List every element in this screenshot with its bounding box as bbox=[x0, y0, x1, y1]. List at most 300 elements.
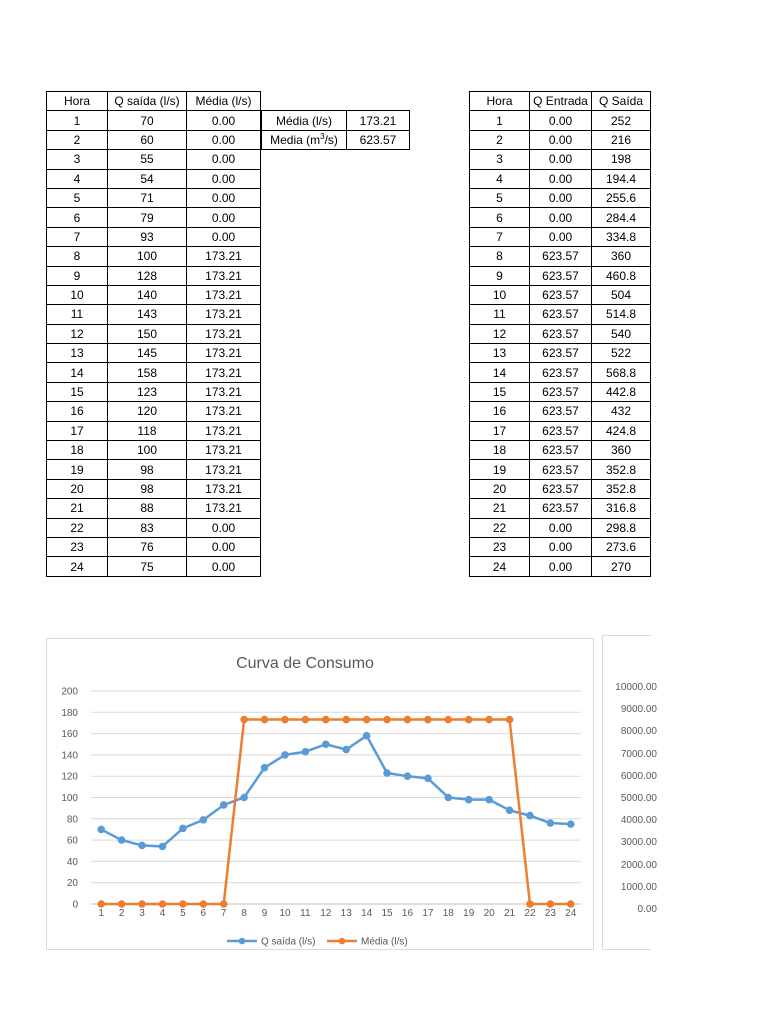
table-cell: 173.21 bbox=[187, 441, 261, 460]
table-cell: 273.6 bbox=[592, 537, 651, 556]
table-cell: 143 bbox=[108, 305, 187, 324]
table-cell: 100 bbox=[108, 247, 187, 266]
hourly-flow-table bbox=[46, 91, 261, 577]
y-tick-label: 2000.00 bbox=[620, 859, 657, 871]
table-row bbox=[47, 227, 261, 246]
data-point bbox=[404, 773, 411, 780]
table-cell: 18 bbox=[47, 441, 108, 460]
table-cell: 118 bbox=[108, 421, 187, 440]
table-cell: 19 bbox=[470, 460, 530, 479]
x-tick-label: 5 bbox=[180, 908, 186, 919]
y-tick-label: 0.00 bbox=[637, 904, 657, 915]
table-cell: 5 bbox=[47, 188, 108, 207]
table-cell: 9 bbox=[470, 266, 530, 285]
data-point bbox=[118, 901, 125, 908]
data-point bbox=[220, 901, 227, 908]
table-cell: 11 bbox=[470, 305, 530, 324]
table-row bbox=[47, 499, 261, 518]
column-header: Q saída (l/s) bbox=[108, 92, 187, 111]
table-row bbox=[470, 111, 651, 130]
table-cell: 7 bbox=[47, 227, 108, 246]
table-cell: 0.00 bbox=[187, 188, 261, 207]
summary-value: 623.57 bbox=[347, 130, 410, 149]
data-point bbox=[261, 716, 268, 723]
table-cell: 23 bbox=[470, 537, 530, 556]
table-cell: 360 bbox=[592, 247, 651, 266]
table-cell: 0.00 bbox=[187, 518, 261, 537]
legend-entry: Média (l/s) bbox=[361, 936, 408, 948]
x-tick-label: 24 bbox=[565, 908, 577, 919]
summary-label: Média (l/s) bbox=[262, 111, 347, 130]
data-point bbox=[302, 716, 309, 723]
table-cell: 432 bbox=[592, 402, 651, 421]
table-row bbox=[47, 460, 261, 479]
data-point bbox=[139, 901, 146, 908]
table-cell: 128 bbox=[108, 266, 187, 285]
table-row bbox=[47, 111, 261, 130]
table-row bbox=[47, 208, 261, 227]
table-row bbox=[470, 441, 651, 460]
data-point bbox=[363, 716, 370, 723]
table-cell: 14 bbox=[47, 363, 108, 382]
table-cell: 0.00 bbox=[530, 518, 592, 537]
table-row bbox=[470, 285, 651, 304]
table-row bbox=[470, 363, 651, 382]
data-point bbox=[118, 837, 125, 844]
y-tick-label: 180 bbox=[61, 707, 78, 719]
table-cell: 158 bbox=[108, 363, 187, 382]
x-tick-label: 23 bbox=[544, 908, 556, 919]
data-point bbox=[159, 843, 166, 850]
table-cell: 93 bbox=[108, 227, 187, 246]
data-point bbox=[302, 748, 309, 755]
table-cell: 0.00 bbox=[187, 169, 261, 188]
table-row bbox=[470, 305, 651, 324]
data-point bbox=[322, 716, 329, 723]
table-cell: 20 bbox=[47, 479, 108, 498]
table-cell: 22 bbox=[47, 518, 108, 537]
table-row bbox=[47, 188, 261, 207]
x-tick-label: 7 bbox=[220, 908, 227, 919]
data-point bbox=[139, 842, 146, 849]
x-tick-label: 18 bbox=[442, 908, 454, 919]
table-cell: 216 bbox=[592, 130, 651, 149]
table-cell: 352.8 bbox=[592, 479, 651, 498]
table-cell: 79 bbox=[108, 208, 187, 227]
x-tick-label: 10 bbox=[279, 908, 291, 919]
x-tick-label: 3 bbox=[139, 908, 145, 919]
data-point bbox=[282, 716, 289, 723]
x-tick-label: 12 bbox=[320, 908, 332, 919]
table-row bbox=[470, 208, 651, 227]
table-row bbox=[470, 169, 651, 188]
y-tick-label: 3000.00 bbox=[620, 837, 657, 849]
table-cell: 98 bbox=[108, 460, 187, 479]
x-tick-label: 15 bbox=[381, 908, 393, 919]
table-cell: 22 bbox=[470, 518, 530, 537]
table-cell: 173.21 bbox=[187, 479, 261, 498]
data-point bbox=[445, 716, 452, 723]
table-cell: 7 bbox=[470, 227, 530, 246]
table-cell: 173.21 bbox=[187, 266, 261, 285]
x-tick-label: 17 bbox=[422, 908, 434, 919]
table-row bbox=[470, 537, 651, 556]
summary-value: 173.21 bbox=[347, 111, 410, 130]
table-row bbox=[47, 382, 261, 401]
data-point bbox=[486, 716, 493, 723]
table-row bbox=[47, 169, 261, 188]
table-cell: 623.57 bbox=[530, 285, 592, 304]
table-row bbox=[470, 227, 651, 246]
table-cell: 6 bbox=[470, 208, 530, 227]
table-cell: 70 bbox=[108, 111, 187, 130]
table-cell: 623.57 bbox=[530, 266, 592, 285]
table-cell: 460.8 bbox=[592, 266, 651, 285]
table-cell: 10 bbox=[47, 285, 108, 304]
data-point bbox=[200, 817, 207, 824]
data-point bbox=[343, 716, 350, 723]
table-cell: 0.00 bbox=[187, 557, 261, 576]
table-cell: 623.57 bbox=[530, 305, 592, 324]
column-header: Média (l/s) bbox=[187, 92, 261, 111]
x-tick-label: 8 bbox=[241, 908, 247, 919]
table-cell: 54 bbox=[108, 169, 187, 188]
x-tick-label: 4 bbox=[159, 908, 166, 919]
chart-title: Curva de Consumo bbox=[236, 655, 374, 672]
table-cell: 522 bbox=[592, 344, 651, 363]
y-tick-label: 4000.00 bbox=[620, 815, 657, 827]
table-cell: 3 bbox=[47, 150, 108, 169]
y-tick-label: 100 bbox=[61, 793, 78, 804]
data-point bbox=[486, 796, 493, 803]
table-cell: 270 bbox=[592, 557, 651, 576]
table-cell: 568.8 bbox=[592, 363, 651, 382]
legend-entry: Q saída (l/s) bbox=[261, 936, 316, 948]
data-point bbox=[98, 826, 105, 833]
table-cell: 316.8 bbox=[592, 499, 651, 518]
table-cell: 17 bbox=[470, 421, 530, 440]
table-cell: 623.57 bbox=[530, 479, 592, 498]
table-cell: 0.00 bbox=[530, 169, 592, 188]
table-cell: 0.00 bbox=[187, 537, 261, 556]
table-row bbox=[47, 266, 261, 285]
table-cell: 20 bbox=[470, 479, 530, 498]
table-cell: 15 bbox=[470, 382, 530, 401]
table-cell: 12 bbox=[470, 324, 530, 343]
table-cell: 140 bbox=[108, 285, 187, 304]
y-tick-label: 1000.00 bbox=[620, 881, 657, 893]
table-row bbox=[470, 518, 651, 537]
data-point bbox=[527, 901, 534, 908]
y-tick-label: 140 bbox=[61, 750, 78, 762]
column-header: Hora bbox=[47, 92, 108, 111]
data-point bbox=[282, 752, 289, 759]
x-tick-label: 11 bbox=[300, 908, 311, 919]
table-row bbox=[470, 479, 651, 498]
data-point bbox=[567, 901, 574, 908]
table-cell: 0.00 bbox=[530, 557, 592, 576]
table-row bbox=[47, 150, 261, 169]
table-row bbox=[470, 421, 651, 440]
table-cell: 194.4 bbox=[592, 169, 651, 188]
table-row bbox=[47, 557, 261, 576]
table-cell: 623.57 bbox=[530, 402, 592, 421]
table-cell: 100 bbox=[108, 441, 187, 460]
table-header-row bbox=[47, 92, 261, 111]
table-cell: 0.00 bbox=[187, 111, 261, 130]
table-cell: 76 bbox=[108, 537, 187, 556]
data-point bbox=[425, 716, 432, 723]
table-cell: 123 bbox=[108, 382, 187, 401]
data-point bbox=[527, 812, 534, 819]
table-row bbox=[47, 518, 261, 537]
table-row bbox=[47, 402, 261, 421]
data-point bbox=[220, 802, 227, 809]
y-tick-label: 10000.00 bbox=[615, 682, 657, 693]
x-tick-label: 6 bbox=[200, 908, 207, 919]
table-cell: 298.8 bbox=[592, 518, 651, 537]
table-cell: 623.57 bbox=[530, 344, 592, 363]
data-point bbox=[465, 716, 472, 723]
data-point bbox=[200, 901, 207, 908]
x-tick-label: 1 bbox=[98, 908, 104, 919]
data-point bbox=[98, 901, 105, 908]
table-cell: 623.57 bbox=[530, 363, 592, 382]
table-row bbox=[47, 363, 261, 382]
volume-table bbox=[469, 91, 651, 577]
table-cell: 540 bbox=[592, 324, 651, 343]
table-cell: 16 bbox=[47, 402, 108, 421]
table-cell: 623.57 bbox=[530, 382, 592, 401]
table-cell: 1 bbox=[47, 111, 108, 130]
y-tick-label: 0 bbox=[72, 899, 78, 911]
table-cell: 120 bbox=[108, 402, 187, 421]
y-tick-label: 20 bbox=[66, 878, 78, 890]
table-row bbox=[470, 460, 651, 479]
y-tick-label: 80 bbox=[66, 814, 78, 826]
table-cell: 0.00 bbox=[530, 111, 592, 130]
table-cell: 55 bbox=[108, 150, 187, 169]
column-header: Q Saída bbox=[592, 92, 651, 111]
table-cell: 173.21 bbox=[187, 285, 261, 304]
table-cell: 13 bbox=[470, 344, 530, 363]
table-cell: 8 bbox=[47, 247, 108, 266]
table-row bbox=[47, 305, 261, 324]
table-cell: 173.21 bbox=[187, 305, 261, 324]
x-tick-label: 9 bbox=[261, 908, 268, 919]
data-point bbox=[425, 775, 432, 782]
table-row bbox=[470, 382, 651, 401]
y-tick-label: 120 bbox=[61, 771, 78, 783]
consumption-chart bbox=[46, 638, 594, 950]
table-cell: 334.8 bbox=[592, 227, 651, 246]
table-cell: 623.57 bbox=[530, 441, 592, 460]
table-row bbox=[47, 247, 261, 266]
table-cell: 0.00 bbox=[187, 227, 261, 246]
table-cell: 173.21 bbox=[187, 363, 261, 382]
x-tick-label: 21 bbox=[503, 908, 516, 919]
y-tick-label: 160 bbox=[61, 729, 78, 741]
table-cell: 623.57 bbox=[530, 247, 592, 266]
summary-row-mean-ls bbox=[262, 111, 410, 130]
table-cell: 8 bbox=[470, 247, 530, 266]
second-chart-partial bbox=[602, 635, 657, 950]
y-tick-label: 7000.00 bbox=[620, 748, 657, 760]
data-point bbox=[547, 820, 554, 827]
data-point bbox=[567, 821, 574, 828]
table-cell: 623.57 bbox=[530, 499, 592, 518]
table-row bbox=[47, 344, 261, 363]
summary-table bbox=[261, 110, 410, 150]
table-cell: 24 bbox=[47, 557, 108, 576]
table-cell: 173.21 bbox=[187, 421, 261, 440]
x-tick-label: 20 bbox=[483, 908, 495, 919]
table-cell: 24 bbox=[470, 557, 530, 576]
table-cell: 0.00 bbox=[187, 150, 261, 169]
table-row bbox=[470, 557, 651, 576]
x-tick-label: 13 bbox=[340, 908, 352, 919]
table-cell: 21 bbox=[47, 499, 108, 518]
data-point bbox=[465, 796, 472, 803]
table-cell: 0.00 bbox=[187, 208, 261, 227]
x-tick-label: 2 bbox=[118, 908, 125, 919]
table-cell: 0.00 bbox=[530, 227, 592, 246]
table-cell: 71 bbox=[108, 188, 187, 207]
table-cell: 10 bbox=[470, 285, 530, 304]
table-cell: 88 bbox=[108, 499, 187, 518]
table-cell: 284.4 bbox=[592, 208, 651, 227]
table-cell: 23 bbox=[47, 537, 108, 556]
table-cell: 4 bbox=[47, 169, 108, 188]
table-cell: 173.21 bbox=[187, 324, 261, 343]
table-cell: 15 bbox=[47, 382, 108, 401]
table-cell: 173.21 bbox=[187, 460, 261, 479]
table-cell: 504 bbox=[592, 285, 651, 304]
table-row bbox=[47, 479, 261, 498]
data-point bbox=[363, 732, 370, 739]
table-cell: 14 bbox=[470, 363, 530, 382]
table-cell: 17 bbox=[47, 421, 108, 440]
data-point bbox=[261, 764, 268, 771]
table-cell: 442.8 bbox=[592, 382, 651, 401]
table-cell: 0.00 bbox=[187, 130, 261, 149]
data-point bbox=[404, 716, 411, 723]
legend-marker bbox=[239, 938, 246, 945]
data-point bbox=[180, 825, 187, 832]
table-cell: 0.00 bbox=[530, 208, 592, 227]
table-cell: 173.21 bbox=[187, 499, 261, 518]
table-cell: 0.00 bbox=[530, 150, 592, 169]
data-point bbox=[384, 716, 391, 723]
table-row bbox=[47, 130, 261, 149]
column-header: Q Entrada bbox=[530, 92, 592, 111]
table-cell: 255.6 bbox=[592, 188, 651, 207]
table-cell: 1 bbox=[470, 111, 530, 130]
x-tick-label: 22 bbox=[524, 908, 536, 919]
data-point bbox=[159, 901, 166, 908]
table-cell: 173.21 bbox=[187, 402, 261, 421]
series-line bbox=[101, 736, 571, 847]
table-cell: 352.8 bbox=[592, 460, 651, 479]
table-row bbox=[470, 188, 651, 207]
table-cell: 19 bbox=[47, 460, 108, 479]
table-row bbox=[47, 285, 261, 304]
y-tick-label: 200 bbox=[61, 686, 78, 698]
consumption-chart-svg bbox=[47, 639, 593, 949]
data-point bbox=[241, 794, 248, 801]
summary-label: Media $(m^3/s)$ bbox=[262, 130, 347, 149]
table-row bbox=[470, 266, 651, 285]
table-row bbox=[47, 324, 261, 343]
y-tick-label: 8000.00 bbox=[620, 726, 657, 738]
x-tick-label: 14 bbox=[361, 908, 373, 919]
table-row bbox=[470, 247, 651, 266]
table-cell: 623.57 bbox=[530, 324, 592, 343]
table-cell: 198 bbox=[592, 150, 651, 169]
legend-marker bbox=[339, 938, 346, 945]
table-cell: 173.21 bbox=[187, 382, 261, 401]
column-header: Hora bbox=[470, 92, 530, 111]
table-row bbox=[470, 344, 651, 363]
data-point bbox=[322, 741, 329, 748]
table-cell: 145 bbox=[108, 344, 187, 363]
table-row bbox=[470, 130, 651, 149]
table-cell: 252 bbox=[592, 111, 651, 130]
table-cell: 0.00 bbox=[530, 188, 592, 207]
summary-row-mean-m3s bbox=[262, 130, 410, 149]
table-row bbox=[470, 402, 651, 421]
table-cell: 12 bbox=[47, 324, 108, 343]
table-cell: 173.21 bbox=[187, 247, 261, 266]
table-cell: 11 bbox=[47, 305, 108, 324]
table-cell: 21 bbox=[470, 499, 530, 518]
data-point bbox=[180, 901, 187, 908]
y-tick-label: 40 bbox=[66, 856, 78, 868]
table-header-row bbox=[470, 92, 651, 111]
x-tick-label: 19 bbox=[463, 908, 475, 919]
table-row bbox=[470, 499, 651, 518]
table-cell: 173.21 bbox=[187, 344, 261, 363]
table-cell: 2 bbox=[47, 130, 108, 149]
table-cell: 0.00 bbox=[530, 130, 592, 149]
table-cell: 0.00 bbox=[530, 537, 592, 556]
table-row bbox=[47, 421, 261, 440]
data-point bbox=[384, 770, 391, 777]
table-cell: 360 bbox=[592, 441, 651, 460]
x-tick-label: 16 bbox=[401, 908, 414, 919]
table-row bbox=[47, 441, 261, 460]
data-point bbox=[506, 807, 513, 814]
y-tick-label: 6000.00 bbox=[620, 770, 657, 782]
table-cell: 9 bbox=[47, 266, 108, 285]
table-cell: 83 bbox=[108, 518, 187, 537]
data-point bbox=[241, 716, 248, 723]
y-tick-label: 9000.00 bbox=[620, 704, 657, 716]
data-point bbox=[547, 901, 554, 908]
table-cell: 3 bbox=[470, 150, 530, 169]
table-cell: 18 bbox=[470, 441, 530, 460]
table-row bbox=[47, 537, 261, 556]
table-row bbox=[470, 324, 651, 343]
table-row bbox=[470, 150, 651, 169]
table-cell: 150 bbox=[108, 324, 187, 343]
table-cell: 424.8 bbox=[592, 421, 651, 440]
y-tick-label: 5000.00 bbox=[620, 793, 657, 804]
table-cell: 75 bbox=[108, 557, 187, 576]
y-tick-label: 60 bbox=[66, 835, 78, 847]
table-cell: 623.57 bbox=[530, 421, 592, 440]
data-point bbox=[445, 794, 452, 801]
